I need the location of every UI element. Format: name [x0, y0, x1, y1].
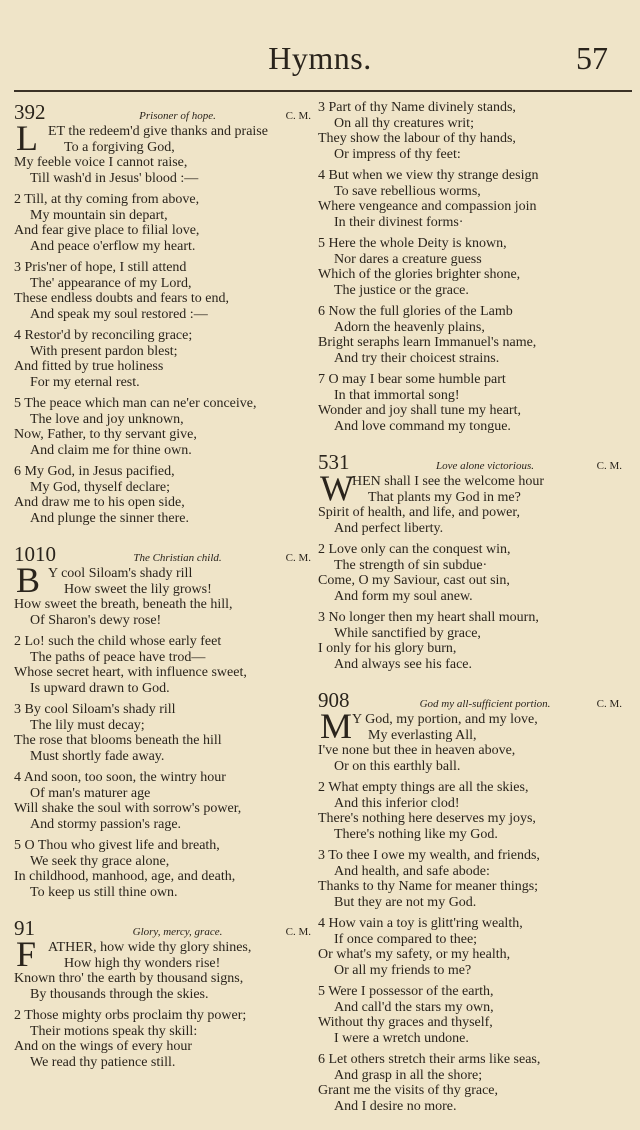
- hymn-line: And perfect liberty.: [334, 520, 444, 536]
- hymn-line: And grasp in all the shore;: [334, 1067, 483, 1083]
- hymn-line: 4 How vain a toy is glitt'ring wealth,: [318, 916, 523, 931]
- hymn-line: Of man's maturer age: [30, 785, 151, 801]
- hymn-line: And call'd the stars my own,: [334, 999, 494, 1015]
- hymn-line: There's nothing here deserves my joys,: [318, 811, 536, 826]
- hymn-line: While sanctified by grace,: [334, 625, 481, 641]
- hymn-line: 2 Till, at thy coming from above,: [14, 192, 200, 207]
- hymn-line: ET the redeem'd give thanks and praise: [48, 124, 268, 139]
- hymn-line: And claim me for thine own.: [30, 442, 192, 458]
- stanza: [318, 610, 628, 672]
- stanza: [318, 168, 628, 230]
- hymn-line: Thanks to thy Name for meaner things;: [318, 879, 539, 894]
- hymn-line: With present pardon blest;: [30, 343, 178, 359]
- hymn-line: To save rebellious worms,: [334, 183, 481, 199]
- hymn-line: Whose secret heart, with influence sweet,: [14, 665, 247, 680]
- hymn: [14, 100, 317, 526]
- hymn-line: Y God, my portion, and my love,: [352, 712, 538, 727]
- stanza: [318, 848, 628, 910]
- drop-cap: W: [320, 468, 354, 508]
- stanza: [318, 100, 628, 162]
- hymn-header: [14, 542, 317, 566]
- hymn-line: And always see his face.: [334, 656, 473, 672]
- hymn-line: The love and joy unknown,: [30, 411, 184, 427]
- stanza: [318, 1052, 628, 1114]
- hymn-line: Their motions speak thy skill:: [30, 1023, 198, 1039]
- hymn-subtitle: Love alone victorious.: [435, 460, 535, 472]
- hymn-line: 3 By cool Siloam's shady rill: [14, 702, 176, 717]
- hymn-subtitle: God my all-sufficient portion.: [419, 698, 551, 710]
- header-rule: [14, 90, 632, 92]
- hymn-line: And draw me to his open side,: [14, 495, 185, 510]
- hymn-line: I only for his glory burn,: [318, 641, 457, 656]
- stanza: [318, 468, 628, 536]
- hymn-meter: C. M.: [596, 698, 622, 710]
- hymn-line: In childhood, manhood, age, and death,: [14, 869, 236, 884]
- hymn-line: Which of the glories brighter shone,: [318, 267, 521, 282]
- hymn-line: 6 My God, in Jesus pacified,: [14, 464, 175, 479]
- hymn-number: 392: [14, 100, 46, 124]
- hymn-line: Or all my friends to me?: [334, 962, 472, 978]
- hymn-line: My mountain sin depart,: [30, 207, 168, 223]
- stanza: [14, 634, 317, 696]
- hymn-line: How high thy wonders rise!: [64, 955, 221, 971]
- drop-cap: L: [16, 118, 38, 158]
- hymn-line: 6 Now the full glories of the Lamb: [318, 304, 513, 319]
- hymn-line: In their divinest forms·: [334, 214, 464, 230]
- hymn-line: They show the labour of thy hands,: [318, 131, 516, 146]
- hymn-subtitle: Prisoner of hope.: [139, 110, 216, 122]
- hymn-line: My everlasting All,: [368, 727, 477, 743]
- stanza: [318, 780, 628, 842]
- hymn: [318, 100, 628, 434]
- hymn-line: We read thy patience still.: [30, 1054, 176, 1070]
- hymn-subtitle: The Christian child.: [133, 552, 222, 564]
- stanza: [14, 934, 317, 1002]
- hymn-header: [14, 916, 317, 940]
- right-column: [318, 100, 628, 1130]
- hymn-line: 7 O may I bear some humble part: [318, 372, 506, 387]
- hymn-line: The rose that blooms beneath the hill: [14, 733, 222, 748]
- drop-cap: F: [16, 934, 37, 974]
- hymn-line: Or what's my safety, or my health,: [318, 947, 511, 962]
- hymn-meter: C. M.: [285, 552, 311, 564]
- stanza: [318, 916, 628, 978]
- hymn-line: That plants my God in me?: [368, 489, 521, 505]
- hymn-line: 4 And soon, too soon, the wintry hour: [14, 770, 226, 785]
- hymn-line: Nor dares a creature guess: [334, 251, 482, 267]
- hymn: [318, 688, 628, 1114]
- hymn-line: 3 Part of thy Name divinely stands,: [318, 100, 516, 115]
- hymn-line: How sweet the lily grows!: [64, 581, 212, 597]
- hymn-number: 91: [14, 916, 35, 940]
- hymn-line: I were a wretch undone.: [334, 1030, 469, 1046]
- drop-cap: B: [16, 560, 41, 600]
- hymn-header: [318, 450, 628, 474]
- hymn-line: Adorn the heavenly plains,: [334, 319, 485, 335]
- hymn-line: And fitted by true holiness: [14, 359, 164, 374]
- stanza: [14, 560, 317, 628]
- hymn-line: How sweet the breath, beneath the hill,: [14, 597, 233, 612]
- hymn-line: 5 O Thou who givest life and breath,: [14, 838, 220, 853]
- hymn-line: Spirit of health, and life, and power,: [318, 505, 520, 520]
- hymn-line: 3 Pris'ner of hope, I still attend: [14, 260, 187, 275]
- hymn-line: Grant me the visits of thy grace,: [318, 1083, 499, 1098]
- stanza: [14, 118, 317, 186]
- hymn-line: Will shake the soul with sorrow's power,: [14, 801, 242, 816]
- hymn-line: HEN shall I see the welcome hour: [352, 474, 545, 489]
- stanza: [14, 260, 317, 322]
- hymn-line: The' appearance of my Lord,: [30, 275, 192, 291]
- hymn-line: 5 Here the whole Deity is known,: [318, 236, 507, 251]
- hymn-line: By thousands through the skies.: [30, 986, 209, 1002]
- hymn-line: Or impress of thy feet:: [334, 146, 461, 162]
- hymn-line: And stormy passion's rage.: [30, 816, 182, 832]
- stanza: [318, 542, 628, 604]
- page-title: Hymns.: [268, 40, 372, 76]
- hymn-line: Must shortly fade away.: [30, 748, 165, 764]
- page-number: 57: [576, 40, 608, 76]
- hymn-number: 531: [318, 450, 350, 474]
- hymn-line: If once compared to thee;: [334, 931, 478, 947]
- hymn-line: On all thy creatures writ;: [334, 115, 474, 131]
- hymn-line: And peace o'erflow my heart.: [30, 238, 196, 254]
- hymn-line: Now, Father, to thy servant give,: [14, 427, 197, 442]
- hymn-line: And plunge the sinner there.: [30, 510, 190, 526]
- hymn: [14, 542, 317, 900]
- hymn-line: The paths of peace have trod—: [30, 649, 206, 665]
- hymn-line: The strength of sin subdue·: [334, 557, 488, 573]
- hymn-line: Y cool Siloam's shady rill: [48, 566, 193, 581]
- hymn-line: 2 Love only can the conquest win,: [318, 542, 511, 557]
- drop-cap: M: [320, 706, 353, 746]
- hymn-number: 908: [318, 688, 350, 712]
- hymn: [14, 916, 317, 1070]
- hymn-line: 4 Restor'd by reconciling grace;: [14, 328, 193, 343]
- stanza: [14, 1008, 317, 1070]
- hymn-line: Known thro' the earth by thousand signs,: [14, 971, 244, 986]
- hymn-line: 2 Lo! such the child whose early feet: [14, 634, 222, 649]
- hymn-line: 6 Let others stretch their arms like seas,: [318, 1052, 541, 1067]
- stanza: [14, 396, 317, 458]
- hymn-line: 3 To thee I owe my wealth, and friends,: [318, 848, 540, 863]
- hymn-line: And fear give place to filial love,: [14, 223, 200, 238]
- hymn-line: 5 Were I possessor of the earth,: [318, 984, 494, 999]
- hymn-line: ATHER, how wide thy glory shines,: [48, 940, 252, 955]
- hymn-line: And this inferior clod!: [334, 795, 460, 811]
- hymn-line: 2 Those mighty orbs proclaim thy power;: [14, 1008, 247, 1023]
- stanza: [318, 236, 628, 298]
- stanza: [318, 706, 628, 774]
- hymn: [318, 450, 628, 672]
- hymn-line: There's nothing like my God.: [334, 826, 498, 842]
- hymn-line: Come, O my Saviour, cast out sin,: [318, 573, 510, 588]
- hymn-line: 2 What empty things are all the skies,: [318, 780, 529, 795]
- hymn-line: The lily must decay;: [30, 717, 145, 733]
- hymn-line: And try their choicest strains.: [334, 350, 500, 366]
- hymn-line: Or on this earthly ball.: [334, 758, 461, 774]
- hymn-line: In that immortal song!: [334, 387, 460, 403]
- hymn-line: And on the wings of every hour: [14, 1039, 193, 1054]
- hymn-line: Till wash'd in Jesus' blood :—: [30, 170, 199, 186]
- hymn-line: Where vengeance and compassion join: [318, 199, 537, 214]
- stanza: [318, 372, 628, 434]
- hymn-line: Without thy graces and thyself,: [318, 1015, 493, 1030]
- hymn-line: But they are not my God.: [334, 894, 477, 910]
- hymn-line: We seek thy grace alone,: [30, 853, 170, 869]
- hymn-header: [318, 688, 628, 712]
- hymn-meter: C. M.: [596, 460, 622, 472]
- hymn-line: 5 The peace which man can ne'er conceive,: [14, 396, 257, 411]
- hymn-line: And love command my tongue.: [334, 418, 511, 434]
- hymn-line: My feeble voice I cannot raise,: [14, 155, 188, 170]
- hymn-subtitle: Glory, mercy, grace.: [132, 926, 223, 938]
- hymn-line: I've none but thee in heaven above,: [318, 743, 516, 758]
- hymn-line: To a forgiving God,: [64, 139, 175, 155]
- stanza: [14, 192, 317, 254]
- hymn-line: The justice or the grace.: [334, 282, 469, 298]
- hymn-line: Is upward drawn to God.: [30, 680, 170, 696]
- hymn-number: 1010: [14, 542, 56, 566]
- hymn-header: [14, 100, 317, 124]
- hymn-meter: C. M.: [285, 926, 311, 938]
- hymn-line: These endless doubts and fears to end,: [14, 291, 229, 306]
- hymn-line: 3 No longer then my heart shall mourn,: [318, 610, 539, 625]
- stanza: [14, 770, 317, 832]
- stanza: [14, 702, 317, 764]
- hymn-line: For my eternal rest.: [30, 374, 140, 390]
- left-column: [14, 100, 317, 1086]
- stanza: [14, 328, 317, 390]
- hymn-line: And form my soul anew.: [334, 588, 473, 604]
- hymn-line: And speak my soul restored :—: [30, 306, 208, 322]
- hymn-line: And I desire no more.: [334, 1098, 457, 1114]
- hymn-line: To keep us still thine own.: [30, 884, 178, 900]
- stanza: [14, 464, 317, 526]
- stanza: [318, 984, 628, 1046]
- hymn-line: And health, and safe abode:: [334, 863, 490, 879]
- stanza: [14, 838, 317, 900]
- hymn-line: 4 But when we view thy strange design: [318, 168, 539, 183]
- hymn-line: Wonder and joy shall tune my heart,: [318, 403, 521, 418]
- hymn-line: Bright seraphs learn Immanuel's name,: [318, 335, 537, 350]
- hymn-line: My God, thyself declare;: [30, 479, 170, 495]
- hymn-meter: C. M.: [285, 110, 311, 122]
- stanza: [318, 304, 628, 366]
- hymn-line: Of Sharon's dewy rose!: [30, 612, 162, 628]
